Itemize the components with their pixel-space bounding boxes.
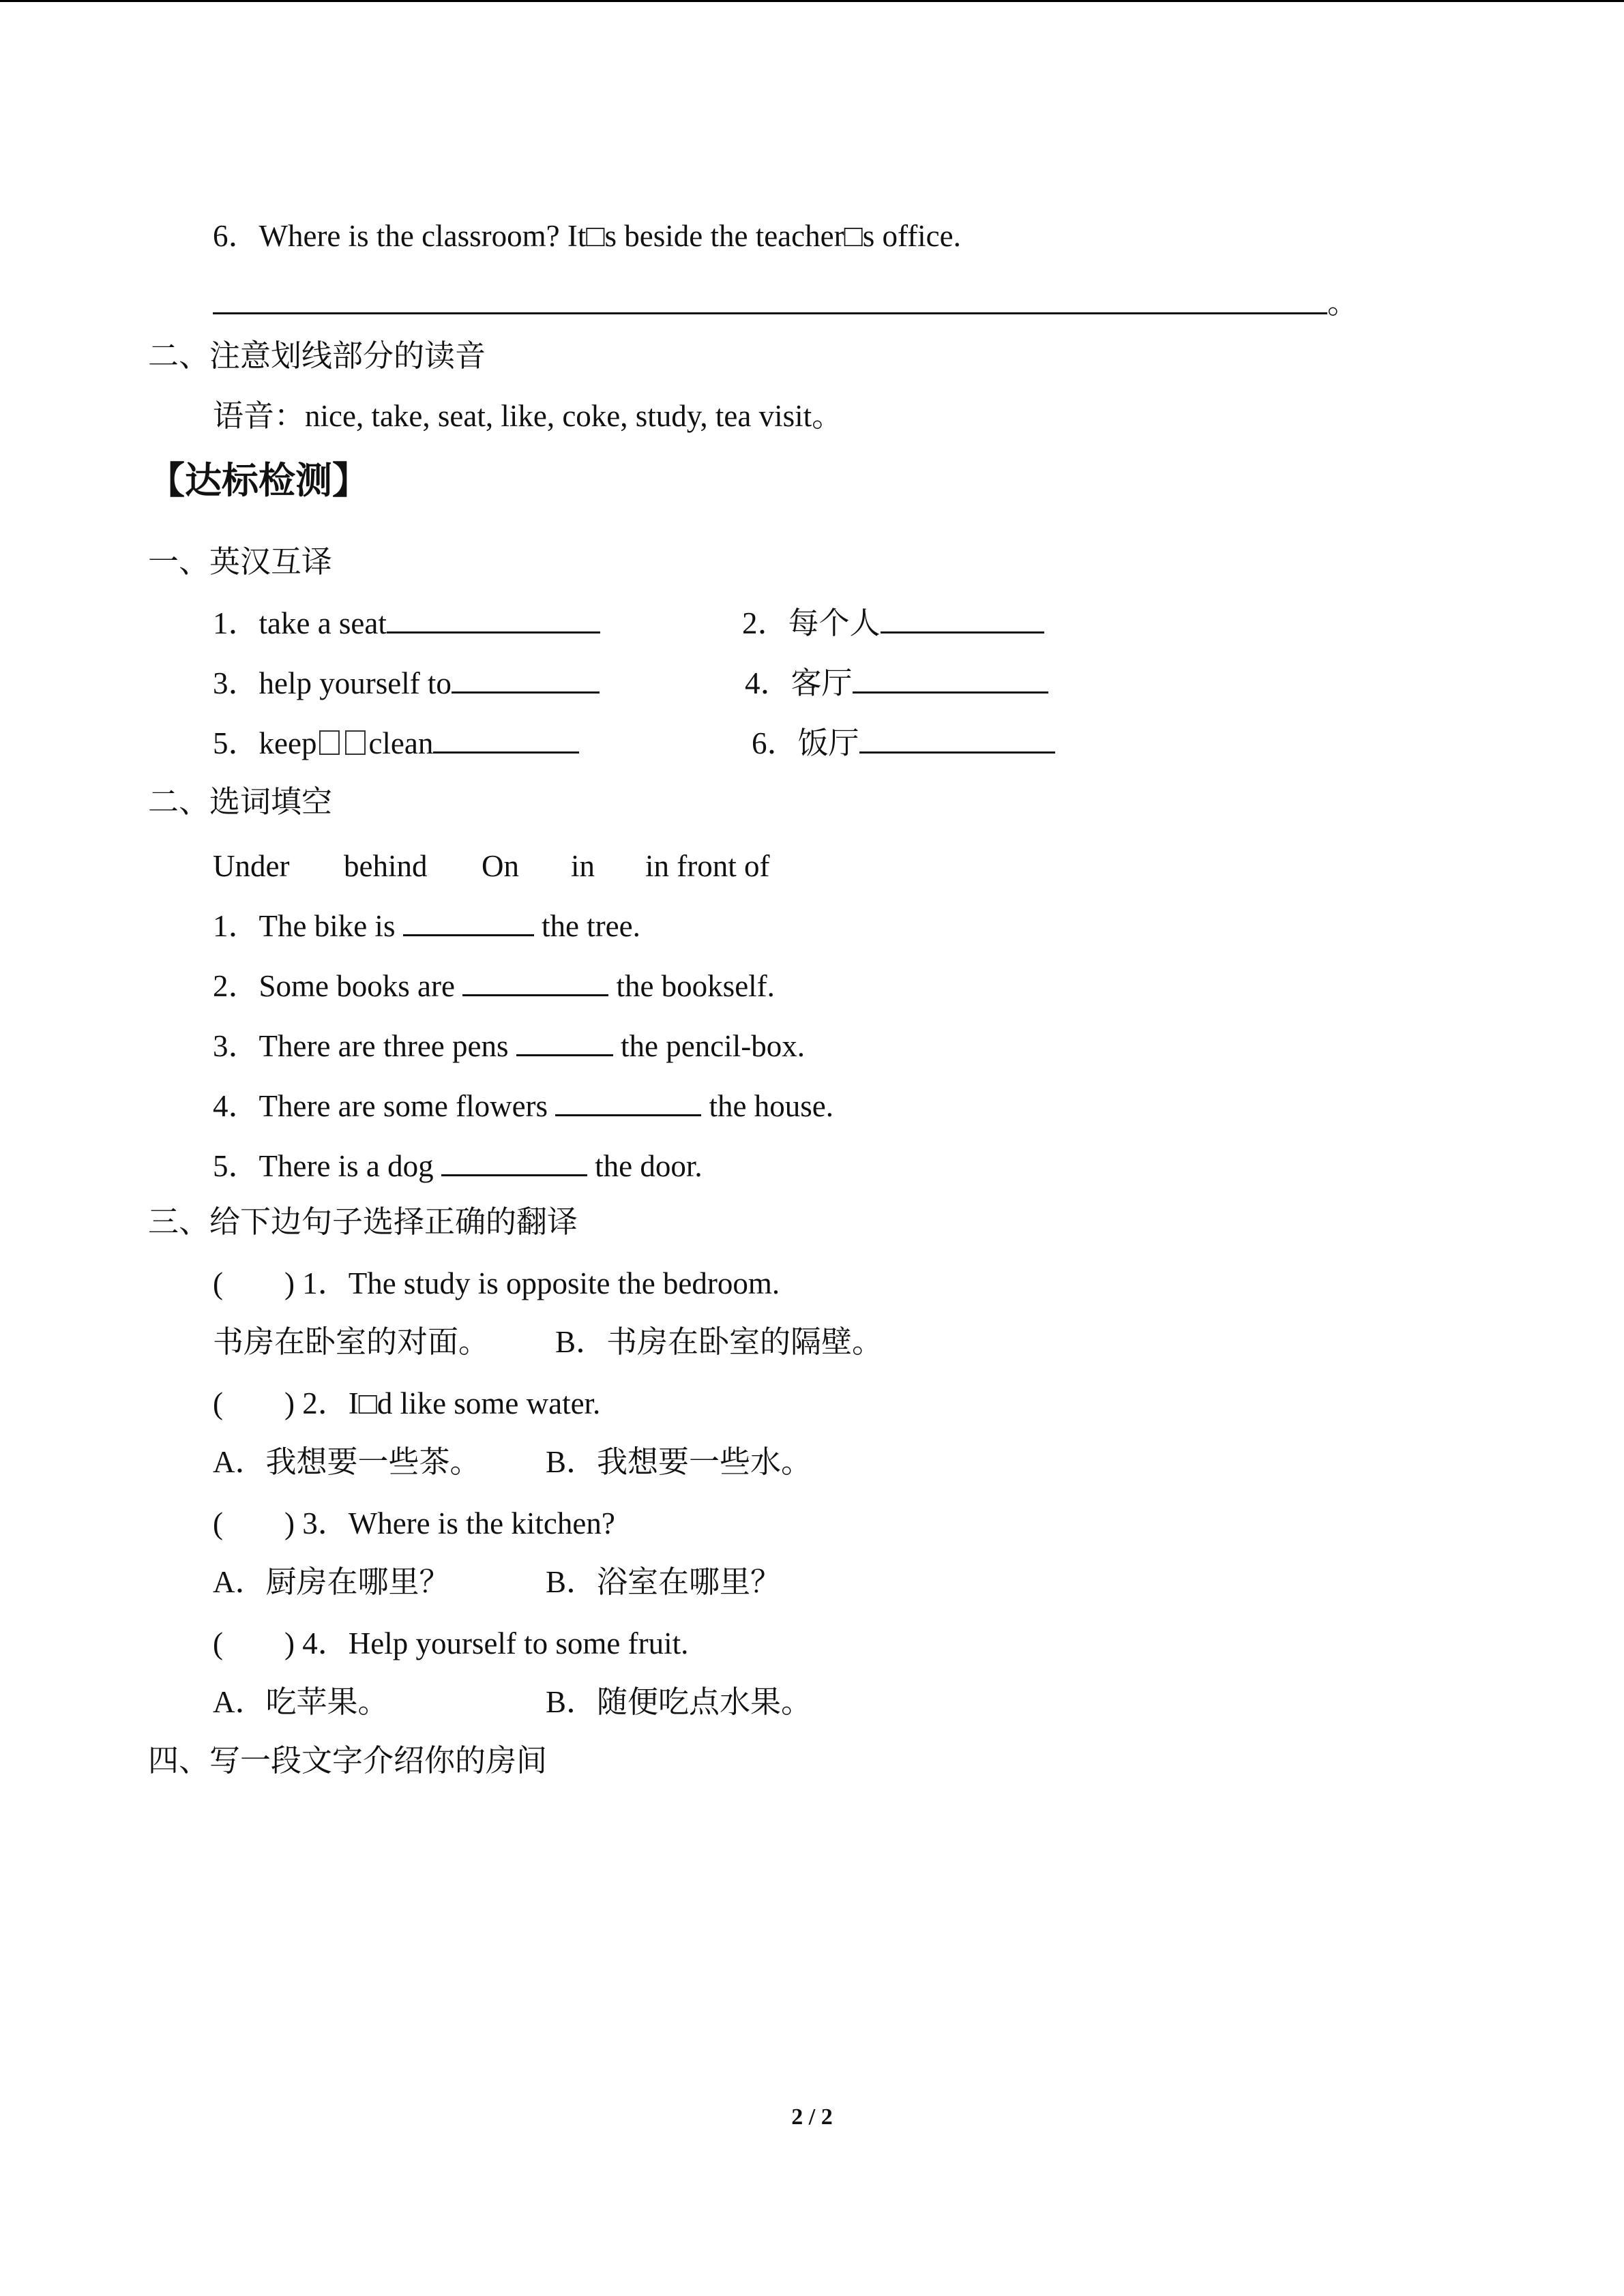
item-text: 6．饭厅 (752, 726, 859, 760)
placeholder-box (345, 730, 366, 755)
section-heading-writing: 四、写一段文字介绍你的房间 (148, 1744, 548, 1778)
question-6: 6．Where is the classroom? It□s beside the teacher□s office. (213, 219, 961, 253)
word-bank-item: behind (344, 849, 428, 883)
word-bank-item: On (482, 849, 519, 883)
item-text: the pencil-box. (612, 1029, 805, 1063)
item-text: 5．There is a dog (213, 1149, 441, 1183)
fill-item-4 (213, 1084, 833, 1127)
choice-option-b: B．我想要一些水。 (546, 1445, 812, 1479)
pronunciation-words: 语音：nice, take, seat, like, coke, study, tea visit。 (213, 399, 843, 433)
choice-question-3: ( ) 3．Where is the kitchen? (213, 1506, 615, 1540)
item-text: the bookself. (608, 969, 775, 1003)
fill-item-3 (213, 1024, 805, 1067)
translate-item-5 (213, 721, 579, 764)
item-text: 4．客厅 (745, 666, 853, 700)
check-title: 【达标检测】 (148, 460, 369, 501)
choice-option-a: 书房在卧室的对面。 (213, 1325, 490, 1359)
item-text: 1．take a seat (213, 606, 387, 640)
item-text: the tree. (533, 909, 640, 943)
fill-item-2 (213, 964, 775, 1007)
answer-blank[interactable] (881, 601, 1044, 633)
translate-item-2 (742, 601, 1044, 644)
item-text: 1．The bike is (213, 909, 403, 943)
translate-item-4 (745, 661, 1048, 704)
item-text: the house. (701, 1089, 834, 1123)
answer-blank[interactable] (516, 1024, 613, 1056)
item-text: 2．Some books are (213, 969, 463, 1003)
answer-blank[interactable] (462, 964, 608, 996)
choice-option-a: A．吃苹果。 (213, 1685, 389, 1719)
answer-blank[interactable] (452, 661, 600, 694)
answer-blank[interactable] (387, 601, 600, 633)
answer-blank[interactable] (441, 1144, 587, 1176)
section-heading-pronunciation: 二、注意划线部分的读音 (148, 339, 486, 373)
page-number: 2 / 2 (791, 2104, 833, 2130)
word-bank-item: in (571, 849, 595, 883)
section-heading-choose: 三、给下边句子选择正确的翻译 (148, 1205, 578, 1239)
answer-blank[interactable] (433, 721, 579, 754)
answer-blank[interactable] (853, 661, 1048, 694)
translate-item-3 (213, 661, 600, 704)
item-text: the door. (587, 1149, 703, 1183)
item-text: 4．There are some flowers (213, 1089, 556, 1123)
choice-option-a: A．厨房在哪里？ (213, 1565, 450, 1599)
section-heading-fill: 二、选词填空 (148, 785, 333, 819)
word-bank-item: in front of (645, 849, 770, 883)
choice-option-a: A．我想要一些茶。 (213, 1445, 481, 1479)
choice-question-1: ( ) 1．The study is opposite the bedroom. (213, 1266, 780, 1300)
choice-question-2: ( ) 2．I□d like some water. (213, 1386, 601, 1420)
word-bank-item: Under (213, 849, 290, 883)
translate-item-6 (752, 721, 1055, 764)
answer-end-mark: 。 (1327, 286, 1359, 320)
choice-option-b: B．书房在卧室的隔壁。 (555, 1325, 883, 1359)
page-top-border (0, 0, 1624, 2)
answer-blank[interactable] (859, 721, 1055, 754)
choice-question-4: ( ) 4．Help yourself to some fruit. (213, 1626, 689, 1660)
item-text: 5．keep (213, 726, 317, 760)
section-heading-translate: 一、英汉互译 (148, 545, 333, 579)
item-text: 3．help yourself to (213, 666, 452, 700)
answer-blank[interactable] (555, 1084, 701, 1116)
fill-item-5 (213, 1144, 703, 1187)
answer-line (213, 312, 1327, 314)
choice-option-b: B．随便吃点水果。 (546, 1685, 812, 1719)
item-text: 3．There are three pens (213, 1029, 516, 1063)
fill-item-1 (213, 904, 640, 946)
answer-blank[interactable] (403, 904, 534, 936)
translate-item-1 (213, 601, 600, 644)
choice-option-b: B．浴室在哪里？ (546, 1565, 782, 1599)
item-text: 2．每个人 (742, 606, 881, 640)
placeholder-box (319, 730, 340, 755)
item-text: clean (368, 726, 434, 760)
